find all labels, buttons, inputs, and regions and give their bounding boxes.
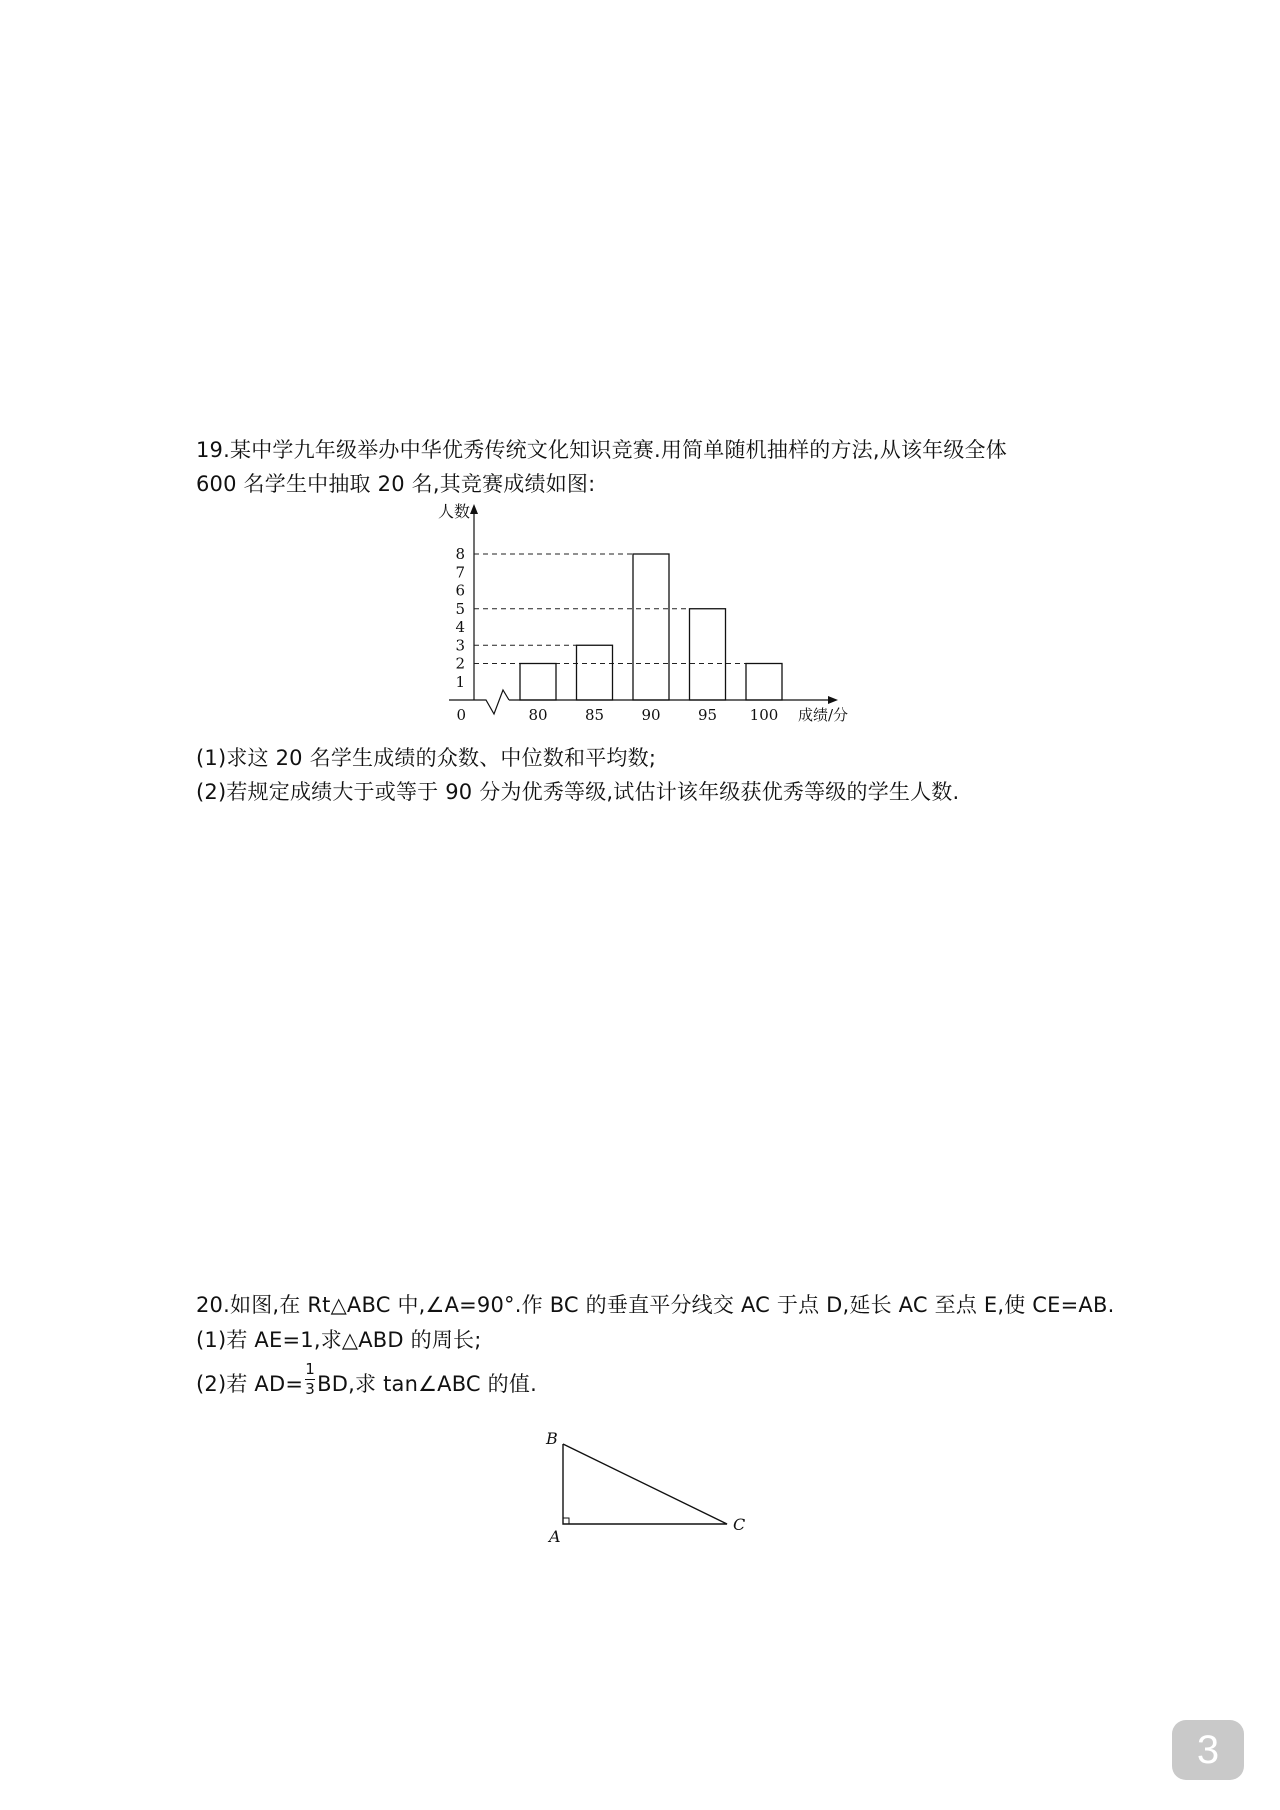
- vertex-label-b: B: [546, 1429, 558, 1448]
- y-tick-label-8: 8: [455, 545, 465, 563]
- vertex-label-a: A: [549, 1527, 561, 1546]
- q20-question-2-suffix: BD,求 tan∠ABC 的值.: [317, 1372, 537, 1396]
- y-tick-label-2: 2: [455, 654, 465, 673]
- q19-question-2: (2)若规定成绩大于或等于 90 分为优秀等级,试估计该年级获优秀等级的学生人数.: [196, 780, 960, 804]
- y-tick-label-3: 3: [455, 636, 465, 655]
- y-tick-label-1: 1: [455, 672, 465, 691]
- q20-question-2-prefix: (2)若 AD=: [196, 1372, 304, 1396]
- x-axis-title: 成绩/分: [798, 706, 849, 724]
- fraction-denominator: 3: [305, 1380, 316, 1398]
- triangle-abc: [563, 1444, 727, 1524]
- fraction-numerator: 1: [305, 1360, 316, 1378]
- q19-stem-line-1: 19.某中学九年级举办中华优秀传统文化知识竞赛.用简单随机抽样的方法,从该年级全体: [196, 438, 1007, 462]
- y-axis-title: 人数: [438, 502, 471, 521]
- page-number-badge: 3: [1172, 1720, 1244, 1780]
- y-tick-label-7: 7: [455, 563, 465, 582]
- y-tick-label-4: 4: [455, 618, 465, 636]
- q19-stem-line-2: 600 名学生中抽取 20 名,其竞赛成绩如图:: [196, 472, 596, 496]
- y-tick-label-6: 6: [455, 581, 465, 600]
- q19-question-1: (1)求这 20 名学生成绩的众数、中位数和平均数;: [196, 746, 657, 770]
- right-angle-mark: [563, 1518, 569, 1524]
- x-tick-label-85: 85: [584, 706, 605, 724]
- x-tick-label-95: 95: [697, 706, 718, 724]
- x-tick-label-90: 90: [641, 706, 661, 724]
- q20-stem: 20.如图,在 Rt△ABC 中,∠A=90°.作 BC 的垂直平分线交 AC 于点 D,延长 AC 至点 E,使 CE=AB.: [196, 1293, 1115, 1317]
- q20-question-1: (1)若 AE=1,求△ABD 的周长;: [196, 1328, 482, 1352]
- x-tick-label-80: 80: [528, 706, 548, 724]
- vertex-label-c: C: [733, 1515, 746, 1534]
- origin-label: 0: [456, 706, 466, 724]
- x-tick-label-100: 100: [749, 706, 779, 724]
- y-tick-label-5: 5: [455, 599, 465, 618]
